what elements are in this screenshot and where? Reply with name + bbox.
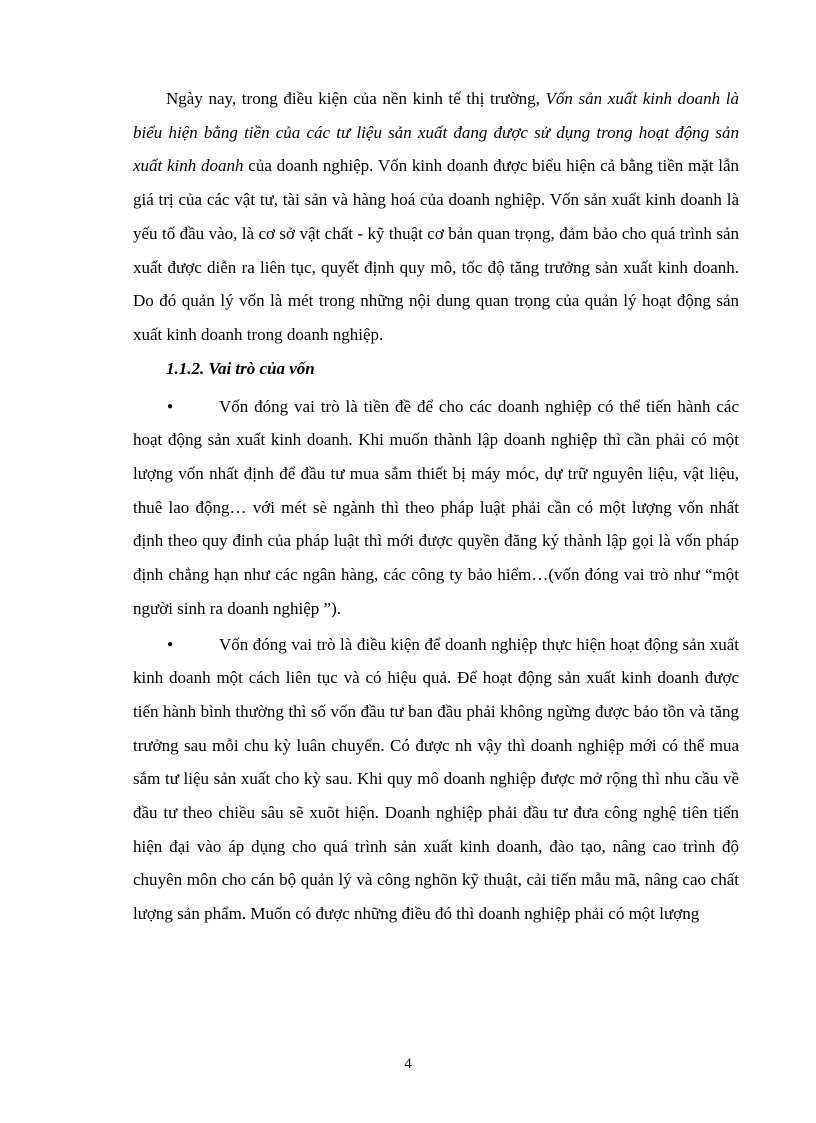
bullet-dot-icon: ●: [167, 638, 174, 650]
bullet-paragraph-2: [133, 628, 739, 931]
section-heading: 1.1.2. Vai trò của vốn: [166, 358, 315, 378]
bullet-2-text: Vốn đóng vai trò là điều kiện để doanh nghiệp thực hiện hoạt động sản xuất kinh doanh một cách liên tục và có hiệu quả. Để hoạt động sản xuất kinh doanh được tiến hành bình thường thì số vốn đầu tư ban đầu phải không ngừng được bảo tồn và tăng trưởng sau mỗi chu kỳ luân chuyển. Có được nh vậy thì doanh nghiệp mới có thể mua sắm tư liệu sản xuất cho kỳ sau. Khi quy mô doanh nghiệp được mở rộng thì nhu cầu về đầu tư theo chiều sâu sẽ xuõt hiện. Doanh nghiệp phải đầu tư đưa công nghệ tiên tiến hiện đại vào áp dụng cho quá trình sản xuất kinh doanh, đào tạo, nâng cao trình độ chuyên môn cho cán bộ quản lý và công nghõn kỹ thuật, cải tiến mẫu mã, nâng cao chất lượng sản phẩm. Muốn có được những điều đó thì doanh nghiệp phải có một lượng: [133, 634, 739, 924]
page-content: [133, 82, 739, 931]
intro-text-start: Ngày nay, trong điều kiện của nền kinh tế thị trường,: [166, 89, 546, 108]
bullet-1-text: Vốn đóng vai trò là tiền đề để cho các doanh nghiệp có thể tiến hành các hoạt động sản xuất kinh doanh. Khi muốn thành lập doanh nghiệp thì cần phải có một lượng vốn nhất định để đầu tư mua sắm thiết bị máy móc, dự trữ nguyên liệu, vật liệu, thuê lao động… với mét sè ngành thì theo pháp luật phải cần có một lượng vốn nhất định theo quy đinh của pháp luật thì mới được quyền đăng ký thành lập gọi là vốn pháp định chẳng hạn như các ngân hàng, các công ty bảo hiểm…(vốn đóng vai trò như “một người sinh ra doanh nghiệp ”).: [133, 396, 739, 618]
intro-italic-definition: Vốn sản xuất kinh doanh là biểu hiện bằng tiền của các tư liệu sản xuất đang được sử dụng trong hoạt động sản xuất kinh doanh: [133, 89, 739, 176]
bullet-paragraph-1: [133, 390, 739, 626]
intro-paragraph: [133, 82, 739, 352]
page-number: 4: [404, 1056, 412, 1072]
intro-text-end: của doanh nghiệp. Vốn kinh doanh được biểu hiện cả bằng tiền mặt lẫn giá trị của các vật tư, tài sản và hàng hoá của doanh nghiệp. Vốn sản xuất kinh doanh là yếu tố đầu vào, là cơ sở vật chất - kỹ thuật cơ bản quan trọng, đảm bảo cho quá trình sản xuất được diễn ra liên tục, quyết định quy mô, tốc độ tăng trưởng sản xuất kinh doanh. Do đó quản lý vốn là mét trong những nội dung quan trọng của quản lý hoạt động sản xuất kinh doanh trong doanh nghiệp.: [133, 156, 739, 344]
bullet-dot-icon: ●: [167, 400, 174, 412]
